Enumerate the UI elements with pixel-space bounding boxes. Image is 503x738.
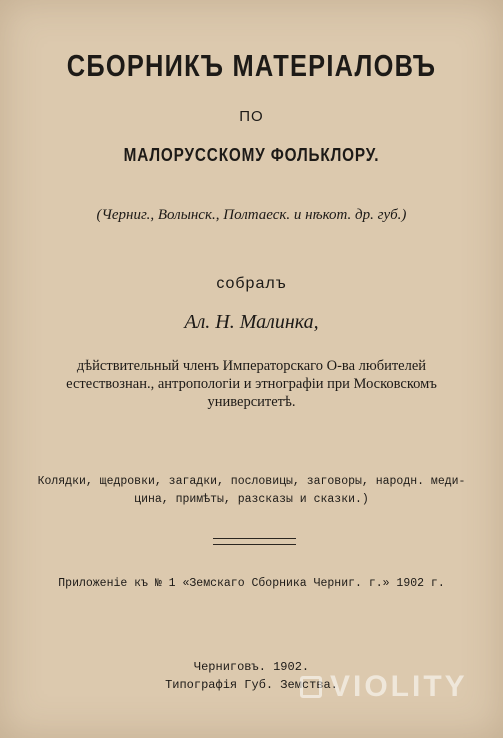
book-title: СБОРНИКЪ МАТЕРІАЛОВЪ [66, 48, 437, 83]
imprint-place-year: Черниговъ. 1902. [193, 660, 310, 674]
appendix-note: Приложеніе къ № 1 «Земскаго Сборника Черниг. г.» 1902 г. [58, 577, 445, 590]
imprint-printer: Типографія Губ. Земства. [165, 678, 338, 692]
author-affiliation [0, 357, 503, 411]
violity-logo-icon [300, 676, 322, 698]
watermark-text: VIOLITY [330, 670, 468, 703]
affiliation-line: университетѣ. [207, 394, 296, 410]
regions-note: (Черниг., Волынск., Полтаеск. и нѣкот. др. губ.) [96, 207, 407, 223]
watermark [300, 670, 500, 704]
contents-line: Колядки, щедровки, загадки, пословицы, заговоры, народн. меди- [37, 475, 466, 488]
affiliation-line: дѣйствительный членъ Императорскаго О-ва любителей [76, 358, 427, 374]
double-rule-divider [213, 538, 296, 545]
collected-by-label: собралъ [216, 275, 287, 292]
affiliation-line: естествознан., антропологіи и этнографіи при Московскомъ [66, 376, 437, 392]
contents-line: цина, примѣты, разсказы и сказки.) [134, 493, 369, 506]
book-subtitle: МАЛОРУССКОМУ ФОЛЬКЛОРУ. [123, 145, 380, 165]
author-name: Ал. Н. Малинка, [184, 311, 319, 333]
contents-note [0, 473, 503, 509]
title-preposition: ПО [239, 108, 264, 125]
